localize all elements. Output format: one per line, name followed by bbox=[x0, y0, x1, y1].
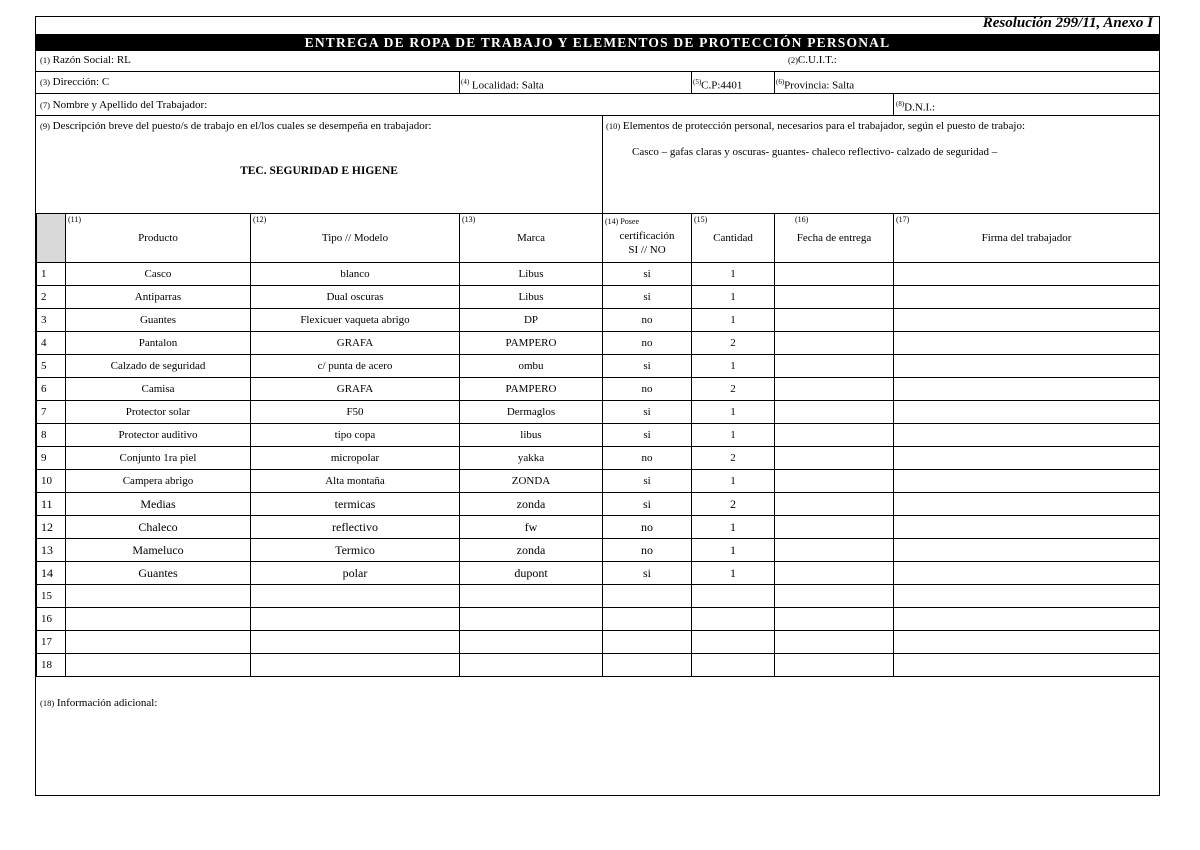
cell-cant: 1 bbox=[692, 539, 775, 562]
cell-firma[interactable] bbox=[894, 447, 1160, 470]
table-row bbox=[37, 470, 1160, 493]
cell-marca: Libus bbox=[460, 286, 603, 309]
cell-fecha[interactable] bbox=[775, 631, 894, 654]
row-number: 10 bbox=[37, 470, 66, 493]
table-row bbox=[37, 309, 1160, 332]
row-number: 14 bbox=[37, 562, 66, 585]
column-header-firma: (17) Firma del trabajador bbox=[894, 214, 1160, 263]
cell-cant: 1 bbox=[692, 424, 775, 447]
row-number: 7 bbox=[37, 401, 66, 424]
cell-firma[interactable] bbox=[894, 562, 1160, 585]
cell-cant: 1 bbox=[692, 309, 775, 332]
cell-fecha[interactable] bbox=[775, 378, 894, 401]
divider bbox=[774, 71, 775, 93]
cell-cant bbox=[692, 585, 775, 608]
cell-tipo: micropolar bbox=[251, 447, 460, 470]
row-number-header bbox=[37, 214, 66, 263]
cell-producto: Guantes bbox=[66, 562, 251, 585]
cell-tipo bbox=[251, 585, 460, 608]
cell-marca: PAMPERO bbox=[460, 332, 603, 355]
table-row bbox=[37, 585, 1160, 608]
descripcion-label: Descripción breve del puesto/s de trabajo en el/los cuales se desempeña en trabajador: bbox=[52, 120, 432, 132]
row-number: 4 bbox=[37, 332, 66, 355]
cell-fecha[interactable] bbox=[775, 608, 894, 631]
cell-firma[interactable] bbox=[894, 516, 1160, 539]
nombre-label: Nombre y Apellido del Trabajador: bbox=[52, 99, 208, 111]
cell-marca bbox=[460, 631, 603, 654]
cell-firma[interactable] bbox=[894, 355, 1160, 378]
cell-firma[interactable] bbox=[894, 654, 1160, 677]
cell-tipo: termicas bbox=[251, 493, 460, 516]
localidad-label: Localidad: Salta bbox=[471, 79, 544, 92]
cell-firma[interactable] bbox=[894, 309, 1160, 332]
cell-firma[interactable] bbox=[894, 286, 1160, 309]
cell-cert: no bbox=[603, 378, 692, 401]
cell-cant: 1 bbox=[692, 516, 775, 539]
epp-items-table bbox=[36, 213, 1160, 677]
table-row bbox=[37, 608, 1160, 631]
cell-marca: libus bbox=[460, 424, 603, 447]
cell-tipo: F50 bbox=[251, 401, 460, 424]
cell-marca: DP bbox=[460, 309, 603, 332]
divider bbox=[36, 115, 1159, 116]
cell-fecha[interactable] bbox=[775, 424, 894, 447]
cell-marca: Dermaglos bbox=[460, 401, 603, 424]
divider bbox=[459, 71, 460, 93]
table-row bbox=[37, 447, 1160, 470]
cell-cant: 1 bbox=[692, 355, 775, 378]
row-number: 2 bbox=[37, 286, 66, 309]
cell-marca: ZONDA bbox=[460, 470, 603, 493]
column-header-tipo: (12) Tipo // Modelo bbox=[251, 214, 460, 263]
field-number: (8) bbox=[896, 100, 905, 108]
cell-marca: PAMPERO bbox=[460, 378, 603, 401]
cell-marca bbox=[460, 585, 603, 608]
cell-fecha[interactable] bbox=[775, 516, 894, 539]
table-row bbox=[37, 355, 1160, 378]
table-row bbox=[37, 401, 1160, 424]
provincia-label: Provincia: Salta bbox=[784, 79, 855, 92]
cell-fecha[interactable] bbox=[775, 286, 894, 309]
cell-firma[interactable] bbox=[894, 585, 1160, 608]
cell-fecha[interactable] bbox=[775, 654, 894, 677]
dni-label: D.N.I.: bbox=[904, 101, 936, 114]
cell-producto bbox=[66, 654, 251, 677]
cell-cant: 2 bbox=[692, 447, 775, 470]
table-row bbox=[37, 654, 1160, 677]
field-number: (7) bbox=[40, 100, 50, 110]
cell-fecha[interactable] bbox=[775, 401, 894, 424]
cell-firma[interactable] bbox=[894, 493, 1160, 516]
cell-tipo: tipo copa bbox=[251, 424, 460, 447]
field-number: (6) bbox=[776, 78, 785, 86]
cell-fecha[interactable] bbox=[775, 539, 894, 562]
cell-producto: Campera abrigo bbox=[66, 470, 251, 493]
field-number: (4) bbox=[461, 78, 470, 86]
cell-cant: 1 bbox=[692, 470, 775, 493]
cell-firma[interactable] bbox=[894, 424, 1160, 447]
cell-marca: ombu bbox=[460, 355, 603, 378]
cell-cant: 1 bbox=[692, 401, 775, 424]
cell-marca: yakka bbox=[460, 447, 603, 470]
cell-fecha[interactable] bbox=[775, 263, 894, 286]
cell-cert: si bbox=[603, 263, 692, 286]
field-number: (2) bbox=[788, 55, 798, 65]
cell-cert bbox=[603, 631, 692, 654]
row-number: 16 bbox=[37, 608, 66, 631]
table-row bbox=[37, 631, 1160, 654]
cell-cert: si bbox=[603, 355, 692, 378]
table-row bbox=[37, 286, 1160, 309]
cell-marca: zonda bbox=[460, 539, 603, 562]
form-title: ENTREGA DE ROPA DE TRABAJO Y ELEMENTOS DE PROTECCIÓN PERSONAL bbox=[36, 34, 1159, 51]
cell-cert: si bbox=[603, 562, 692, 585]
cell-tipo: Flexicuer vaqueta abrigo bbox=[251, 309, 460, 332]
cell-tipo: GRAFA bbox=[251, 332, 460, 355]
row-number: 11 bbox=[37, 493, 66, 516]
column-header-marca: (13) Marca bbox=[460, 214, 603, 263]
cell-cant: 1 bbox=[692, 562, 775, 585]
descripcion-field[interactable] bbox=[40, 120, 600, 133]
razon-social-label: Razón Social: RL bbox=[52, 54, 131, 66]
row-number: 15 bbox=[37, 585, 66, 608]
cell-cert: si bbox=[603, 470, 692, 493]
cell-firma[interactable] bbox=[894, 631, 1160, 654]
dni-field[interactable] bbox=[896, 98, 935, 115]
nombre-field[interactable] bbox=[40, 99, 207, 112]
cell-tipo: Dual oscuras bbox=[251, 286, 460, 309]
cell-cert bbox=[603, 608, 692, 631]
cell-fecha[interactable] bbox=[775, 585, 894, 608]
table-row bbox=[37, 378, 1160, 401]
column-header-certificacion: (14) Posee certificación SI // NO bbox=[603, 214, 692, 263]
table-row bbox=[37, 493, 1160, 516]
cell-producto: Casco bbox=[66, 263, 251, 286]
additional-info-label: Información adicional: bbox=[56, 697, 158, 709]
resolution-reference: Resolución 299/11, Anexo I bbox=[982, 15, 1153, 31]
direccion-label: Dirección: C bbox=[52, 76, 110, 88]
cell-fecha[interactable] bbox=[775, 309, 894, 332]
cell-marca bbox=[460, 608, 603, 631]
column-header-producto: (11) Producto bbox=[66, 214, 251, 263]
elementos-label: Elementos de protección personal, necesarios para el trabajador, según el puesto de trabajo: bbox=[622, 120, 1026, 132]
cell-producto: Conjunto 1ra piel bbox=[66, 447, 251, 470]
cp-label: C.P:4401 bbox=[701, 79, 743, 92]
cell-producto: Calzado de seguridad bbox=[66, 355, 251, 378]
row-number: 17 bbox=[37, 631, 66, 654]
table-row bbox=[37, 539, 1160, 562]
epp-delivery-form bbox=[35, 16, 1160, 796]
row-number: 13 bbox=[37, 539, 66, 562]
table-row bbox=[37, 263, 1160, 286]
additional-info-field[interactable] bbox=[36, 695, 1159, 795]
cell-cert: si bbox=[603, 401, 692, 424]
cell-cert: si bbox=[603, 424, 692, 447]
column-header-fecha: (16) Fecha de entrega bbox=[775, 214, 894, 263]
row-number: 9 bbox=[37, 447, 66, 470]
cell-cert: si bbox=[603, 493, 692, 516]
cell-cert: no bbox=[603, 447, 692, 470]
divider bbox=[893, 93, 894, 115]
row-number: 3 bbox=[37, 309, 66, 332]
cell-producto bbox=[66, 631, 251, 654]
cell-cant bbox=[692, 654, 775, 677]
cell-fecha[interactable] bbox=[775, 447, 894, 470]
cell-producto bbox=[66, 585, 251, 608]
divider bbox=[691, 71, 692, 93]
cell-cant: 2 bbox=[692, 378, 775, 401]
cell-firma[interactable] bbox=[894, 263, 1160, 286]
elementos-field[interactable] bbox=[606, 120, 1161, 133]
cell-producto: Antiparras bbox=[66, 286, 251, 309]
table-row bbox=[37, 562, 1160, 585]
cell-producto: Medias bbox=[66, 493, 251, 516]
cell-producto: Pantalon bbox=[66, 332, 251, 355]
cell-firma[interactable] bbox=[894, 470, 1160, 493]
table-row bbox=[37, 332, 1160, 355]
cell-producto: Camisa bbox=[66, 378, 251, 401]
cell-fecha[interactable] bbox=[775, 493, 894, 516]
cell-tipo: c/ punta de acero bbox=[251, 355, 460, 378]
cell-tipo: reflectivo bbox=[251, 516, 460, 539]
row-number: 18 bbox=[37, 654, 66, 677]
cell-firma[interactable] bbox=[894, 378, 1160, 401]
cell-marca: Libus bbox=[460, 263, 603, 286]
direccion-field[interactable] bbox=[40, 76, 109, 89]
cell-producto: Guantes bbox=[66, 309, 251, 332]
cell-producto: Protector auditivo bbox=[66, 424, 251, 447]
divider bbox=[36, 93, 1159, 94]
cp-field[interactable] bbox=[693, 76, 742, 93]
cell-firma[interactable] bbox=[894, 401, 1160, 424]
cell-firma[interactable] bbox=[894, 332, 1160, 355]
cell-cant: 2 bbox=[692, 493, 775, 516]
field-number: (9) bbox=[40, 121, 50, 131]
cell-cert: no bbox=[603, 539, 692, 562]
cell-cert: no bbox=[603, 332, 692, 355]
cuit-field[interactable] bbox=[788, 54, 837, 67]
cell-cert: si bbox=[603, 286, 692, 309]
cell-cert: no bbox=[603, 309, 692, 332]
field-number: (10) bbox=[606, 121, 621, 131]
cell-marca: zonda bbox=[460, 493, 603, 516]
cell-tipo: Alta montaña bbox=[251, 470, 460, 493]
cell-cert bbox=[603, 585, 692, 608]
cuit-label: C.U.I.T.: bbox=[797, 54, 837, 66]
cell-tipo bbox=[251, 631, 460, 654]
cell-fecha[interactable] bbox=[775, 470, 894, 493]
field-number: (5) bbox=[693, 78, 702, 86]
localidad-field[interactable] bbox=[461, 76, 544, 93]
cell-producto: Mameluco bbox=[66, 539, 251, 562]
cell-marca bbox=[460, 654, 603, 677]
cell-marca: fw bbox=[460, 516, 603, 539]
elementos-value: Casco – gafas claras y oscuras- guantes- chaleco reflectivo- calzado de seguridad – bbox=[632, 146, 998, 158]
cell-producto: Chaleco bbox=[66, 516, 251, 539]
descripcion-value: TEC. SEGURIDAD E HIGENE bbox=[240, 165, 398, 177]
row-number: 12 bbox=[37, 516, 66, 539]
divider bbox=[602, 115, 603, 213]
field-number: (18) bbox=[40, 698, 55, 708]
table-row bbox=[37, 424, 1160, 447]
cell-cant bbox=[692, 631, 775, 654]
cell-cert: no bbox=[603, 516, 692, 539]
cell-producto: Protector solar bbox=[66, 401, 251, 424]
field-number: (1) bbox=[40, 55, 50, 65]
cell-fecha[interactable] bbox=[775, 562, 894, 585]
cell-firma[interactable] bbox=[894, 539, 1160, 562]
table-row bbox=[37, 516, 1160, 539]
table-header-row bbox=[37, 214, 1160, 263]
cell-cant: 1 bbox=[692, 286, 775, 309]
razon-social-field[interactable] bbox=[40, 54, 131, 67]
cell-tipo bbox=[251, 608, 460, 631]
cell-marca: dupont bbox=[460, 562, 603, 585]
row-number: 5 bbox=[37, 355, 66, 378]
cell-firma[interactable] bbox=[894, 608, 1160, 631]
cell-cert bbox=[603, 654, 692, 677]
cell-cant: 1 bbox=[692, 263, 775, 286]
row-number: 1 bbox=[37, 263, 66, 286]
cell-tipo: blanco bbox=[251, 263, 460, 286]
cell-cant bbox=[692, 608, 775, 631]
field-number: (3) bbox=[40, 77, 50, 87]
cell-tipo: polar bbox=[251, 562, 460, 585]
cell-tipo: Termico bbox=[251, 539, 460, 562]
cell-fecha[interactable] bbox=[775, 332, 894, 355]
cell-tipo: GRAFA bbox=[251, 378, 460, 401]
row-number: 8 bbox=[37, 424, 66, 447]
column-header-cantidad: (15) Cantidad bbox=[692, 214, 775, 263]
cell-cant: 2 bbox=[692, 332, 775, 355]
cell-producto bbox=[66, 608, 251, 631]
cell-tipo bbox=[251, 654, 460, 677]
cell-fecha[interactable] bbox=[775, 355, 894, 378]
divider bbox=[36, 71, 1159, 72]
row-number: 6 bbox=[37, 378, 66, 401]
provincia-field[interactable] bbox=[776, 76, 854, 93]
